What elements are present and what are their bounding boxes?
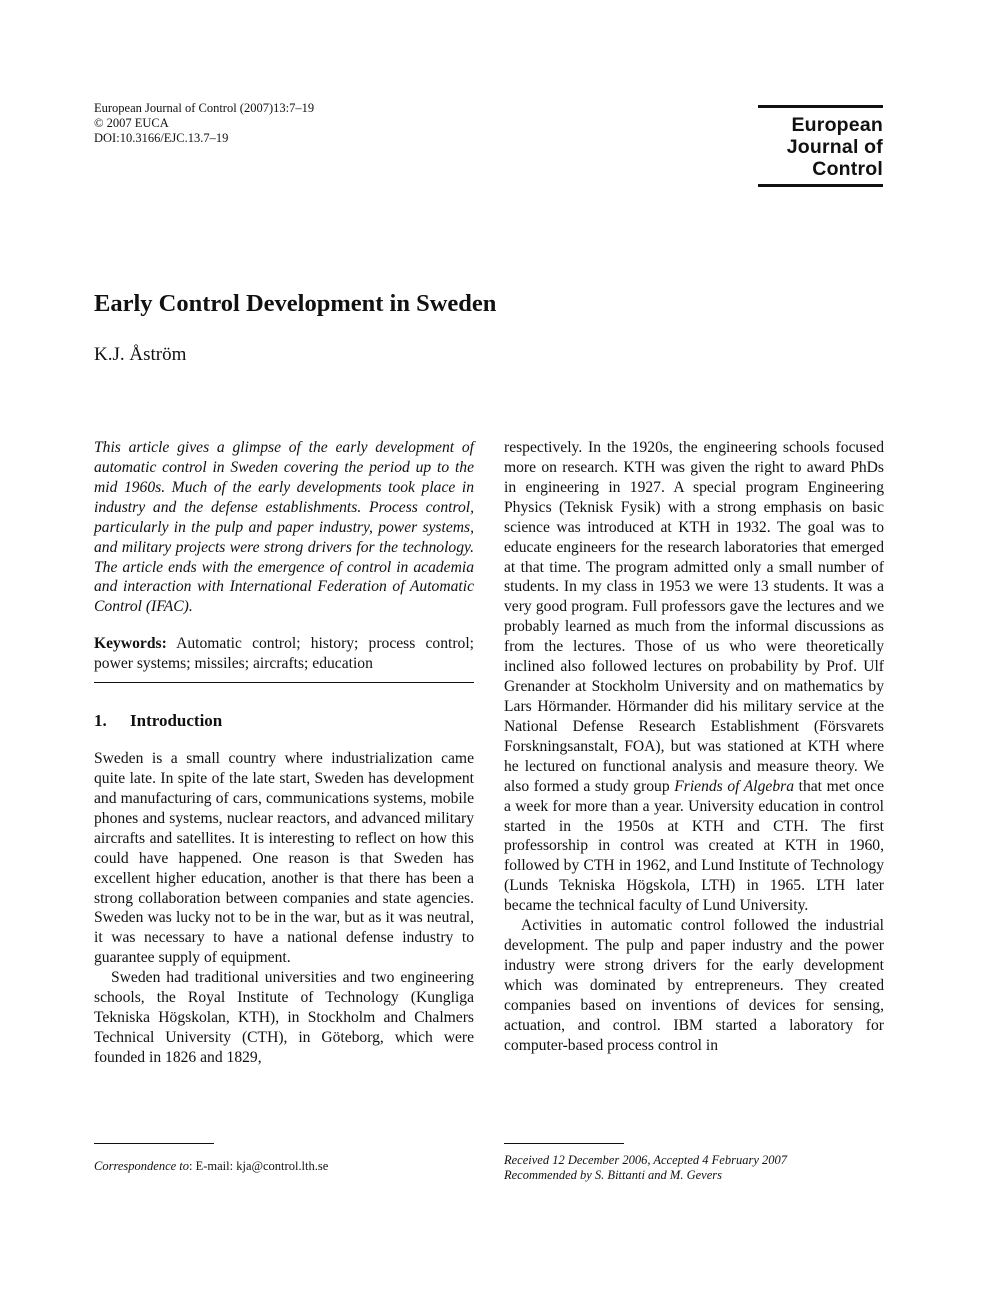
keywords-text: Automatic control; history; process control; power systems; missiles; aircrafts; education	[94, 635, 474, 673]
logo-bottom-rule	[758, 184, 883, 187]
recommended-line: Recommended by S. Bittanti and M. Gevers	[504, 1168, 722, 1182]
received-line: Received 12 December 2006, Accepted 4 February 2007	[504, 1153, 787, 1167]
section-number: 1.	[94, 711, 107, 731]
correspondence-footnote	[94, 1159, 328, 1174]
logo-line-1: European	[791, 114, 883, 136]
journal-logo	[758, 105, 883, 187]
right-paragraph-1	[504, 438, 884, 916]
correspondence-email: : E-mail: kja@control.lth.se	[189, 1159, 329, 1173]
doi-line: DOI:10.3166/EJC.13.7–19	[94, 131, 229, 145]
right-paragraph-1-part-b: that met once a week for more than a year. University education in control started in the 1950s at KTH and CTH. The first professorship in control was created at KTH in 1960, followed by CTH in 1962, and Lund Institute of Technology (Lunds Tekniska Högskola, LTH) in 1965. LTH later became the technical faculty of Lund University.	[504, 777, 884, 915]
article-author: K.J. Åström	[94, 344, 187, 365]
keywords-label: Keywords:	[94, 635, 167, 653]
dates-footnote	[504, 1153, 787, 1183]
keywords	[94, 634, 474, 674]
study-group-name: Friends of Algebra	[674, 777, 795, 795]
journal-header	[94, 101, 314, 146]
intro-paragraph-1: Sweden is a small country where industrialization came quite late. In spite of the late start, Sweden has development and manufacturing of cars, communications systems, mobile phones and systems, nuclear reactors, and advanced military aircrafts and satellites. It is interesting to reflect on how this could have happened. One reason is that Sweden has excellent higher education, another is that there has been a strong collaboration between companies and state agencies. Sweden was lucky not to be in the war, but as it was neutral, it was necessary to have a national defense industry to guarantee supply of equipment.	[94, 750, 474, 967]
left-column	[94, 438, 474, 1068]
right-paragraph-2: Activities in automatic control followed the industrial development. The pulp and paper industry and the power industry were strong drivers for the early development which was dominated by entrepreneurs. They created companies based on inventions of devices for sensing, actuation, and control. IBM started a laboratory for computer-based process control in	[504, 917, 884, 1054]
logo-line-3: Control	[812, 158, 883, 180]
abstract: This article gives a glimpse of the early development of automatic control in Sweden covering the period up to the mid 1960s. Much of the early developments took place in industry and the defense establishments. Process control, particularly in the pulp and paper industry, power systems, and military projects were strong drivers for the technology. The article ends with the emergence of control in academia and interaction with International Federation of Automatic Control (IFAC).	[94, 439, 474, 616]
abstract-separator	[94, 682, 474, 683]
journal-citation: European Journal of Control (2007)13:7–19	[94, 101, 315, 115]
section-heading	[94, 711, 474, 731]
right-paragraph-1-part-a: respectively. In the 1920s, the engineering schools focused more on research. KTH was given the right to award PhDs in engineering in 1927. A special program Engineering Physics (Teknisk Fysik) with a strong emphasis on basic science was introduced at KTH in 1932. The goal was to educate engineers for the research laboratories that emerged at that time. The program admitted only a small number of students. In my class in 1953 we were 13 students. It was a very good program. Full professors gave the lectures and we probably learned as much from the informal discussions as from the lectures. Those of us who were theoretically inclined also followed lectures on probability by Prof. Ulf Grenander at Stockholm University and on mathematics by Lars Hörmander. Hörmander did his military service at the National Defense Research Establishment (Försvarets Forskningsanstalt, FOA), but was stationed at KTH where he lectured on functional analysis and measure theory. We also formed a study group	[504, 439, 884, 795]
copyright-line: © 2007 EUCA	[94, 116, 169, 130]
logo-line-2: Journal of	[786, 136, 883, 158]
right-column	[504, 438, 884, 1056]
intro-paragraph-2: Sweden had traditional universities and two engineering schools, the Royal Institute of Technology (Kungliga Tekniska Högskolan, KTH), in Stockholm and Chalmers Technical University (CTH), in Göteborg, which were founded in 1826 and 1829,	[94, 969, 474, 1066]
section-title: Introduction	[130, 711, 223, 731]
correspondence-label: Correspondence to	[94, 1159, 190, 1173]
footnote-rule-left	[94, 1143, 214, 1144]
article-title: Early Control Development in Sweden	[94, 290, 497, 317]
logo-text	[758, 108, 883, 184]
footnote-rule-right	[504, 1143, 624, 1144]
